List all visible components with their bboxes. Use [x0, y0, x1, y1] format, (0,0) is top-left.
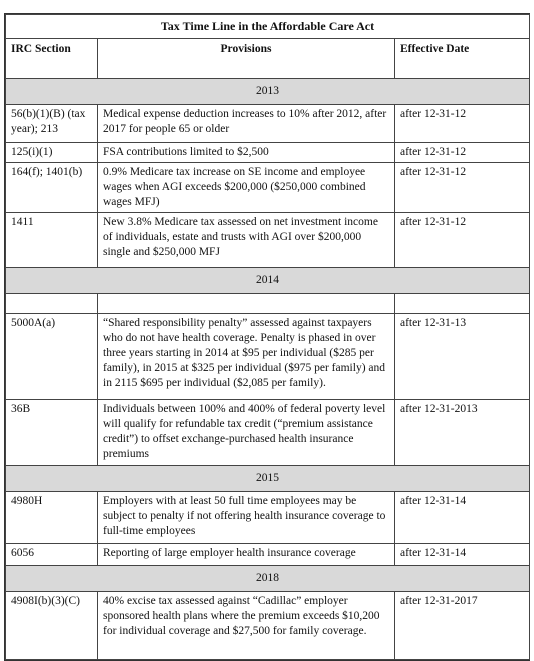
table-row: [6, 592, 530, 660]
year-label: 2018: [6, 566, 530, 592]
irc-section-cell: 5000A(a): [6, 314, 98, 400]
table-row: [6, 105, 530, 143]
tax-timeline-table: [5, 14, 530, 660]
effective-date-cell: after 12-31-12: [395, 143, 530, 163]
provision-cell: FSA contributions limited to $2,500: [98, 143, 395, 163]
provision-cell: 40% excise tax assessed against “Cadillac” employer sponsored health plans where the premium exceeds $10,200 for individual coverage and $27,500 for family coverage.: [98, 592, 395, 660]
effective-date-cell: after 12-31-14: [395, 492, 530, 544]
irc-section-cell: 164(f); 1401(b): [6, 163, 98, 213]
year-row: [6, 268, 530, 294]
irc-section-cell: 4908I(b)(3)(C): [6, 592, 98, 660]
effective-date-cell: after 12-31-12: [395, 213, 530, 268]
header-row: [6, 39, 530, 79]
irc-section-cell: 1411: [6, 213, 98, 268]
table-row: [6, 544, 530, 566]
year-row: [6, 466, 530, 492]
provision-cell: Reporting of large employer health insurance coverage: [98, 544, 395, 566]
table-row: [6, 492, 530, 544]
irc-section-cell: 6056: [6, 544, 98, 566]
spacer-row: [6, 294, 530, 314]
effective-date-cell: after 12-31-2017: [395, 592, 530, 660]
table-title: Tax Time Line in the Affordable Care Act: [6, 15, 530, 39]
header-effective-date: Effective Date: [395, 39, 530, 79]
table-row: [6, 143, 530, 163]
irc-section-cell: 56(b)(1)(B) (tax year); 213: [6, 105, 98, 143]
year-label: 2014: [6, 268, 530, 294]
irc-section-cell: 36B: [6, 400, 98, 466]
table-body: [6, 79, 530, 660]
header-provisions: Provisions: [98, 39, 395, 79]
irc-section-cell: 125(i)(1): [6, 143, 98, 163]
effective-date-cell: after 12-31-12: [395, 163, 530, 213]
provision-cell: Employers with at least 50 full time employees may be subject to penalty if not offering health insurance coverage to full-time employees: [98, 492, 395, 544]
year-row: [6, 79, 530, 105]
year-label: 2015: [6, 466, 530, 492]
spacer-cell: [395, 294, 530, 314]
spacer-cell: [98, 294, 395, 314]
effective-date-cell: after 12-31-12: [395, 105, 530, 143]
provision-cell: New 3.8% Medicare tax assessed on net investment income of individuals, estate and trusts with AGI over $200,000 single and $250,000 MFJ: [98, 213, 395, 268]
table-row: [6, 314, 530, 400]
table-row: [6, 213, 530, 268]
provision-cell: 0.9% Medicare tax increase on SE income and employee wages when AGI exceeds $200,000 ($250,000 combined wages MFJ): [98, 163, 395, 213]
effective-date-cell: after 12-31-14: [395, 544, 530, 566]
year-label: 2013: [6, 79, 530, 105]
effective-date-cell: after 12-31-2013: [395, 400, 530, 466]
provision-cell: “Shared responsibility penalty” assessed against taxpayers who do not have health coverage. Penalty is phased in over three years starting in 2014 at $95 per individual ($285 per family), in 2015 at $325 per individual ($975 per family) and in 2115 $695 per individual ($2,085 per family).: [98, 314, 395, 400]
year-row: [6, 566, 530, 592]
irc-section-cell: 4980H: [6, 492, 98, 544]
effective-date-cell: after 12-31-13: [395, 314, 530, 400]
header-irc-section: IRC Section: [6, 39, 98, 79]
table-row: [6, 163, 530, 213]
table-row: [6, 400, 530, 466]
provision-cell: Individuals between 100% and 400% of federal poverty level will qualify for refundable tax credit (“premium assistance credit”) to offset exchange-purchased health insurance premiums: [98, 400, 395, 466]
spacer-cell: [6, 294, 98, 314]
provision-cell: Medical expense deduction increases to 10% after 2012, after 2017 for people 65 or older: [98, 105, 395, 143]
tax-timeline-table-frame: [4, 13, 530, 661]
